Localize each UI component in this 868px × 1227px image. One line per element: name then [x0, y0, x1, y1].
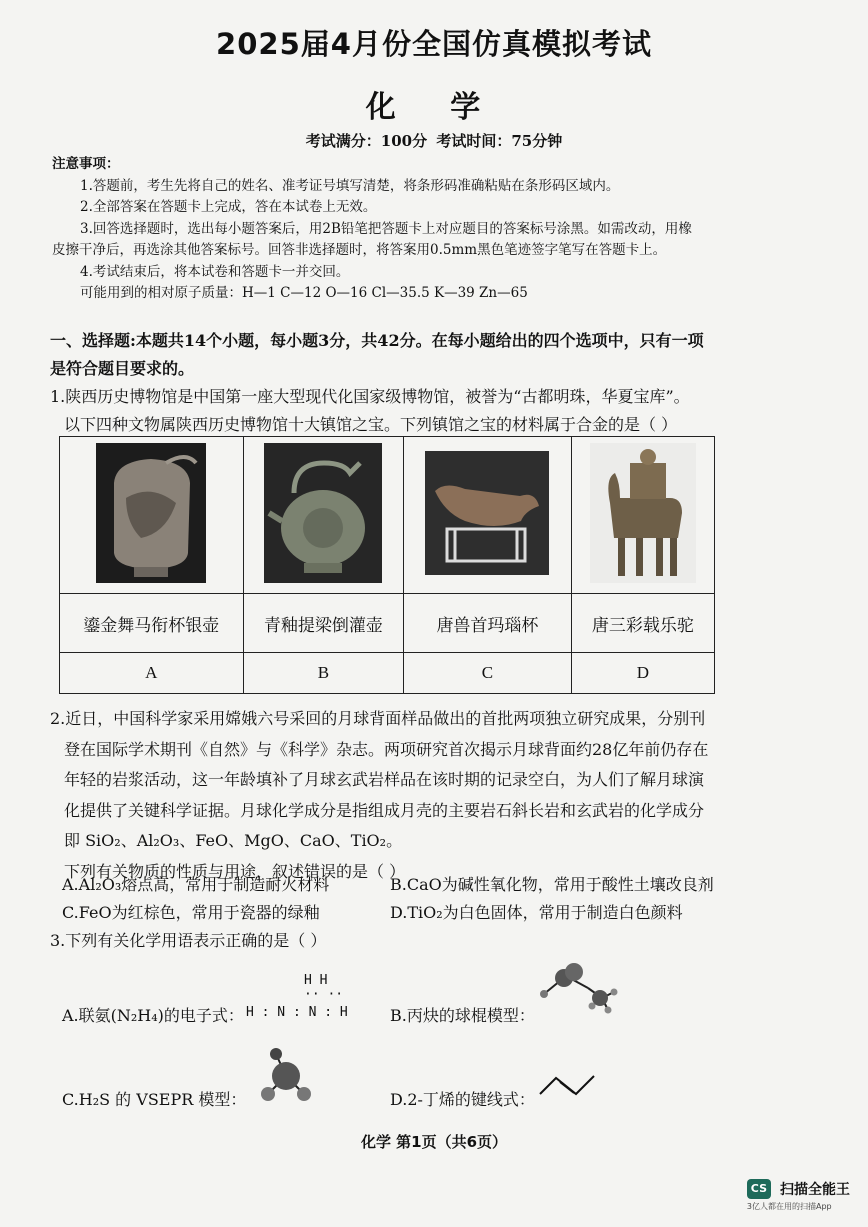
- exam-info: 考试满分：100分 考试时间：75分钟: [305, 132, 563, 150]
- q3-option-c: C.H₂S 的 VSEPR 模型：: [62, 1090, 247, 1109]
- artifact-name: 唐三彩载乐驼: [571, 594, 714, 653]
- question-line: 即 SiO₂、Al₂O₃、FeO、MgO、CaO、TiO₂。: [64, 831, 403, 850]
- artifact-photo-cell: [60, 437, 244, 594]
- camscanner-tagline: 3亿人都在用的扫描App: [746, 1201, 832, 1211]
- silver-pot-image: [96, 443, 206, 583]
- question-line: 1.陕西历史博物馆是中国第一座大型现代化国家级博物馆，被誉为“古都明珠，华夏宝库”。: [50, 387, 690, 406]
- electron-formula-dots: ·· ··: [304, 987, 344, 1002]
- artifact-table: [59, 436, 715, 694]
- question-line: 登在国际学术期刊《自然》与《科学》杂志。两项研究首次揭示月球背面约28亿年前仍存在: [64, 739, 709, 759]
- note-item: 3.回答选择题时，选出每小题答案后，用2B铅笔把答题卡上对应题目的答案标号涂黑。如需改动，用橡: [80, 220, 692, 237]
- scanner-watermark: [747, 1178, 850, 1212]
- option-letter: C: [404, 653, 571, 694]
- question-3-stem: 3.下列有关化学用语表示正确的是（ ）: [50, 931, 327, 950]
- q2-option-c: C.FeO为红棕色，常用于瓷器的绿釉: [62, 903, 320, 922]
- question-2: [50, 704, 830, 887]
- h2s-vsepr-model: [258, 1044, 314, 1108]
- electron-formula-main: H : N : N : H: [246, 1005, 348, 1020]
- question-1: [50, 383, 830, 439]
- section-line: 一、选择题:本题共14个小题，每小题3分，共42分。在每小题给出的四个选项中，只有一项: [50, 331, 704, 350]
- question-line: 以下四种文物属陕西历史博物馆十大镇馆之宝。下列镇馆之宝的材料属于合金的是（ ）: [64, 415, 678, 434]
- agate-cup-image: [425, 451, 549, 575]
- q3-option-a: A.联氨(N₂H₄)的电子式：: [62, 1006, 244, 1025]
- section-line: 是符合题目要求的。: [50, 359, 195, 378]
- notes-block: [52, 154, 832, 305]
- q2-option-b: B.CaO为碱性氧化物，常用于酸性土壤改良剂: [390, 875, 714, 894]
- note-item: 4.考试结束后，将本试卷和答题卡一并交回。: [80, 263, 350, 280]
- artifact-name: 青釉提梁倒灌壶: [243, 594, 404, 653]
- electron-formula: [246, 973, 348, 1020]
- option-letter: D: [571, 653, 714, 694]
- notes-heading: 注意事项：: [52, 156, 120, 172]
- artifact-photo-cell: [404, 437, 571, 594]
- camscanner-logo-icon: CS: [747, 1179, 771, 1199]
- q2-option-a: A.Al₂O₃熔点高，常用于制造耐火材料: [62, 875, 330, 894]
- page-number: 化学 第1页（共6页）: [360, 1133, 508, 1151]
- question-line: 化提供了关键科学证据。月球化学成分是指组成月壳的主要岩石斜长岩和玄武岩的化学成分: [64, 800, 705, 820]
- question-line: 2.近日，中国科学家采用嫦娥六号采回的月球背面样品做出的首批两项独立研究成果，分别刊: [50, 709, 706, 728]
- page-footer: [0, 1131, 868, 1152]
- artifact-name: 唐兽首玛瑙杯: [404, 594, 571, 653]
- option-letter: A: [60, 653, 244, 694]
- artifact-photo-cell: [571, 437, 714, 594]
- question-line: 年轻的岩浆活动，这一年龄填补了月球玄武岩样品在该时期的记录空白，为人们了解月球演: [64, 770, 705, 789]
- propyne-ball-stick-model: [534, 958, 622, 1016]
- celadon-pot-image: [264, 443, 382, 583]
- electron-formula-top: H H: [304, 973, 328, 988]
- note-item: 皮擦干净后，再选涂其他答案标号。回答非选择题时，将答案用0.5mm黑色笔迹签字笔写在答题卡上。: [52, 242, 667, 258]
- q3-option-d: D.2-丁烯的键线式：: [390, 1090, 535, 1109]
- camel-figure-image: [590, 443, 696, 583]
- exam-title: 2025届4月份全国仿真模拟考试: [216, 27, 652, 61]
- note-item: 1.答题前，考生先将自己的姓名、准考证号填写清楚，将条形码准确粘贴在条形码区域内。: [80, 177, 620, 194]
- artifact-photo-cell: [243, 437, 404, 594]
- note-item: 2.全部答案在答题卡上完成，答在本试卷上无效。: [80, 199, 377, 215]
- 2-butene-skeletal-formula: [538, 1072, 598, 1098]
- section-heading: [50, 327, 830, 383]
- q2-option-d: D.TiO₂为白色固体，常用于制造白色颜料: [390, 903, 683, 922]
- atomic-masses: 可能用到的相对原子质量：H—1 C—12 O—16 Cl—35.5 K—39 Zn—65: [80, 285, 528, 301]
- q3-option-b: B.丙炔的球棍模型：: [390, 1006, 535, 1025]
- camscanner-name: 扫描全能王: [780, 1181, 850, 1198]
- artifact-name: 鎏金舞马衔杯银壶: [60, 594, 244, 653]
- question-stem: 下列有关物质的性质与用途，叙述错误的是（ ）: [64, 861, 406, 881]
- subject-title: 化 学: [365, 90, 503, 125]
- option-letter: B: [243, 653, 404, 694]
